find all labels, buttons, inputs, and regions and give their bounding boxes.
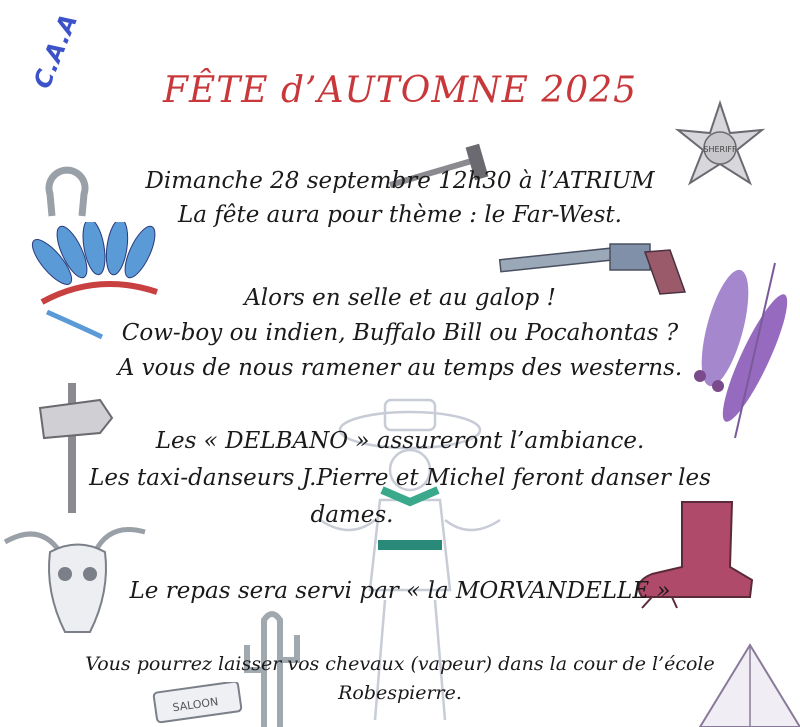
dancers-line-cont: dames. xyxy=(310,502,394,528)
event-date-line: Dimanche 28 septembre 12h30 à l’ATRIUM xyxy=(145,168,655,194)
parking-line: Vous pourrez laisser vos chevaux (vapeur) dans la cour de l’école xyxy=(85,653,715,675)
invitation-line-2: Cow-boy ou indien, Buffalo Bill ou Pocahontas ? xyxy=(121,320,679,346)
svg-text:SHERIFF: SHERIFF xyxy=(703,145,737,154)
invitation-line-1: Alors en selle et au galop ! xyxy=(244,285,556,311)
logo: C.A.A xyxy=(28,9,84,93)
svg-text:SALOON: SALOON xyxy=(171,695,220,715)
parking-line-cont: Robespierre. xyxy=(338,682,462,704)
page-title: FÊTE d’AUTOMNE 2025 xyxy=(162,70,638,111)
dancers-line: Les taxi-danseurs J.Pierre et Michel feront danser les xyxy=(89,465,711,491)
theme-line: La fête aura pour thème : le Far-West. xyxy=(178,202,622,228)
cow-skull-icon xyxy=(0,512,150,642)
invitation-line-3: A vous de nous ramener au temps des westerns. xyxy=(117,355,683,381)
meal-line: Le repas sera servi par « la MORVANDELLE » xyxy=(129,578,671,604)
music-line: Les « DELBANO » assureront l’ambiance. xyxy=(155,428,645,454)
